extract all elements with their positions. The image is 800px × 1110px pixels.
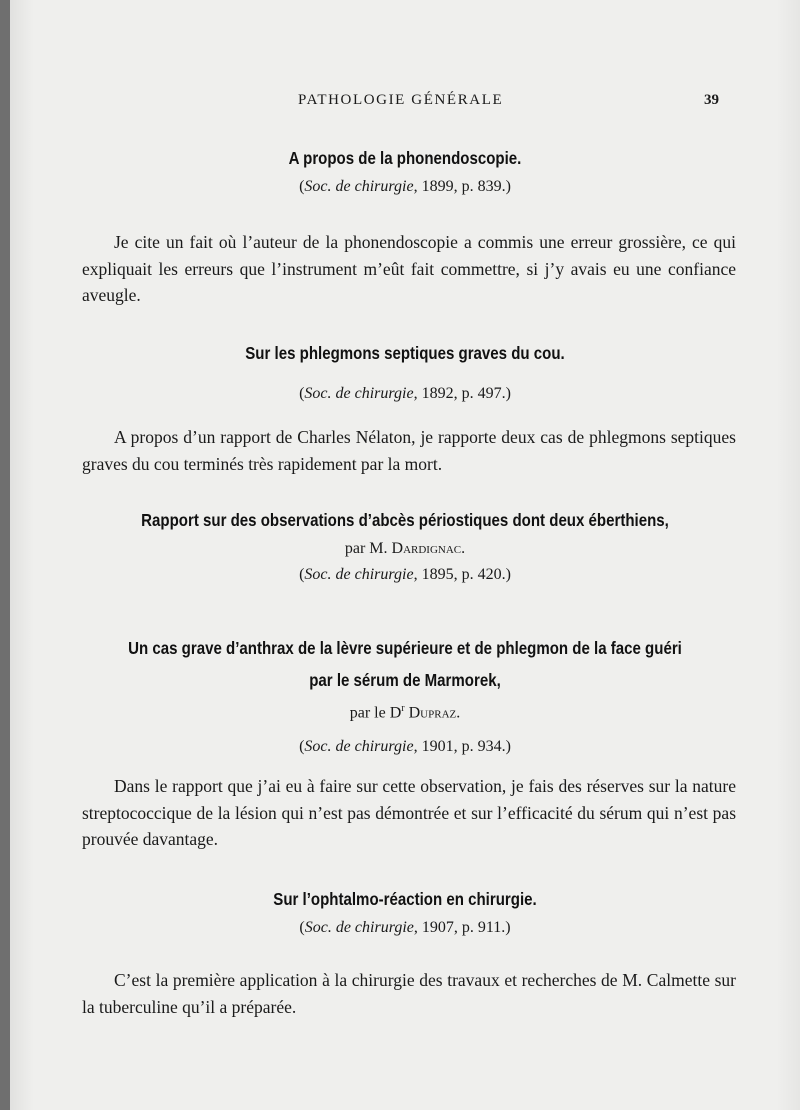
journal-name: Soc. de chirurgie — [304, 178, 414, 195]
journal-name: Soc. de chirurgie — [304, 919, 414, 936]
journal-name: Soc. de chirurgie — [304, 385, 414, 402]
entry-title-line-1: Un cas grave d’anthrax de la lèvre supérieure et de phlegmon de la face guéri — [128, 638, 682, 658]
entry-text: A propos d’un rapport de Charles Nélaton, je rapporte deux cas de phlegmons septiques graves du cou terminés très rapidement par la mort. — [82, 427, 736, 474]
journal-name: Soc. de chirurgie — [304, 566, 414, 583]
entry-title-line-2: par le sérum de Marmorek, — [309, 670, 501, 690]
running-head — [10, 92, 800, 116]
entry-title: Rapport sur des observations d’abcès périostiques dont deux éberthiens, — [141, 510, 669, 530]
author-name: Dardignac. — [391, 540, 466, 557]
entry-reference: (Soc. de chirurgie, 1892, p. 497.) — [299, 385, 511, 402]
entry-phonendoscopie — [10, 142, 800, 200]
entry-reference: (Soc. de chirurgie, 1895, p. 420.) — [299, 566, 511, 583]
author-name: Dupraz. — [404, 704, 461, 722]
entry-text: C’est la première application à la chirurgie des travaux et recherches de M. Calmette sur la tuberculine qu’il a préparée. — [82, 970, 736, 1017]
entry-phlegmons-septiques — [10, 337, 800, 407]
entry-title: Sur l’ophtalmo-réaction en chirurgie. — [273, 889, 537, 909]
running-title: PATHOLOGIE GÉNÉRALE — [298, 92, 504, 108]
entry-ophtalmo-reaction — [10, 883, 800, 941]
entry-title: Sur les phlegmons septiques graves du cou. — [245, 343, 565, 363]
entry-reference: (Soc. de chirurgie, 1901, p. 934.) — [299, 738, 511, 756]
entry-author: par M. Dardignac. — [344, 540, 466, 557]
book-page — [10, 0, 800, 1110]
entry-text: Dans le rapport que j’ai eu à faire sur cette observation, je fais des réserves sur la nature streptococcique de la lésion qui n’est pas démontrée et sur l’efficacité du sérum qui n’est pas prouvée davantage. — [82, 776, 736, 849]
entry-author: par le $D^r$ Dupraz. — [349, 703, 461, 722]
entry-reference: (Soc. de chirurgie, 1899, p. 839.) — [299, 178, 511, 195]
entry-reference: (Soc. de chirurgie, 1907, p. 911.) — [299, 919, 511, 936]
entry-title: A propos de la phonendoscopie. — [288, 148, 522, 168]
page-number: 39 — [704, 92, 719, 108]
journal-name: Soc. de chirurgie — [304, 738, 414, 756]
entry-text: Je cite un fait où l’auteur de la phonendoscopie a commis une erreur grossière, ce qui expliquait les erreurs que l’instrument m’eût fait commettre, si j’y avais eu une confiance aveugle. — [82, 232, 736, 305]
entry-anthrax — [10, 632, 800, 760]
entry-abces-periostiques — [10, 504, 800, 588]
